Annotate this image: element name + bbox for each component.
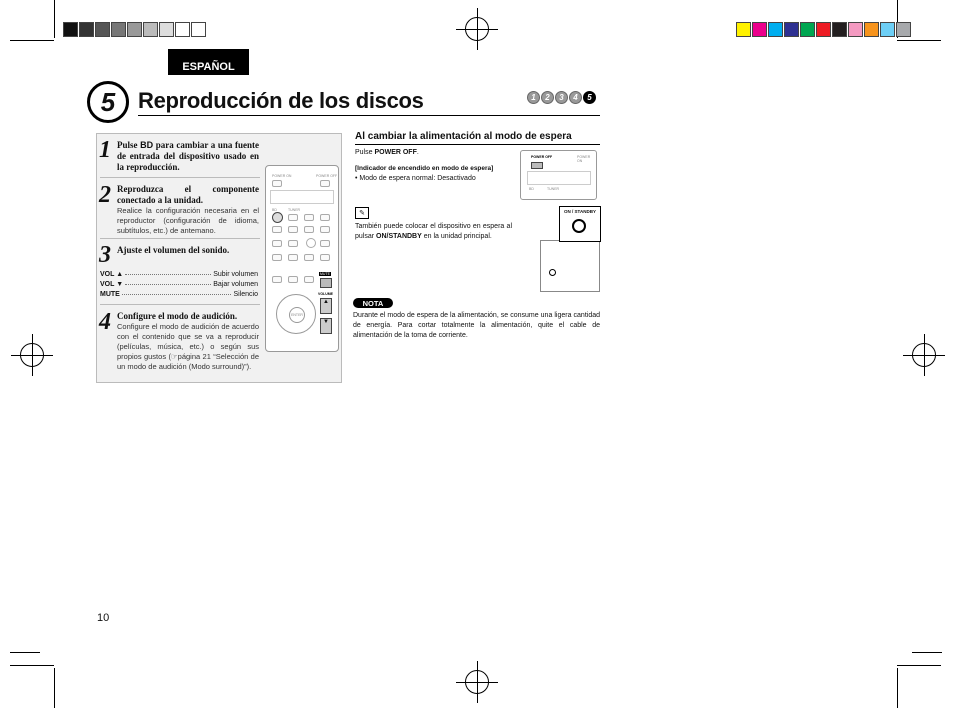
- crop-mark: [54, 0, 55, 38]
- step-number-4: 4: [99, 309, 111, 335]
- nota-text: Durante el modo de espera de la alimentación, se consume una ligera cantidad de energía. Para cortar totalmente la alimentación, quite el cable de alimentación de la toma de corriente.: [353, 312, 600, 339]
- mute-row: MUTE Silencio: [100, 291, 258, 298]
- color-swatch: [63, 22, 78, 37]
- standby-button-on-unit: [549, 269, 556, 276]
- color-swatch: [768, 22, 783, 37]
- step-nav-item-2: 2: [541, 91, 554, 104]
- crop-mark: [54, 668, 55, 708]
- remote-zone-bar: [270, 190, 334, 204]
- remote-control-illustration: POWER ON POWER OFF BD TUNER MUTE VOLUME ENTER ▲ ▼: [265, 165, 339, 352]
- remote-vol-up-button: ▲: [320, 298, 332, 314]
- main-unit-illustration: [540, 240, 600, 292]
- color-swatch: [848, 22, 863, 37]
- remote-cursor-ring: ENTER: [276, 294, 316, 334]
- step-number-3: 3: [99, 242, 111, 268]
- step-1-text: Pulse BD para cambiar a una fuente de entrada del dispositivo usado en la reproducción.: [117, 140, 259, 172]
- power-off-key: POWER OFF: [374, 149, 417, 156]
- step-nav-item-4: 4: [569, 91, 582, 104]
- remote-power-off-button: [320, 180, 330, 187]
- registration-mark-icon: [465, 17, 489, 41]
- title-rule: [138, 115, 600, 116]
- language-tab: ESPAÑOL: [168, 49, 249, 75]
- step-2-text: Reproduzca el componente conectado a la unidad. Realice la configuración necesaria en el reproductor (configuración de idioma, subtítulos, etc.) de antemano.: [117, 184, 259, 235]
- standby-callout: ON / STANDBY: [559, 206, 601, 242]
- step-nav-item-5: 5: [583, 91, 596, 104]
- bd-key: BD: [140, 140, 154, 150]
- chapter-number: 5: [87, 81, 129, 123]
- color-swatch: [752, 22, 767, 37]
- color-swatch: [159, 22, 174, 37]
- crop-mark: [10, 652, 40, 653]
- crop-mark: [897, 668, 898, 708]
- power-off-instruction: Pulse POWER OFF.: [355, 149, 419, 156]
- crop-mark: [10, 40, 54, 41]
- indicator-item: • Modo de espera normal: Desactivado: [355, 175, 476, 182]
- color-swatch: [896, 22, 911, 37]
- registration-mark-icon: [20, 343, 44, 367]
- color-swatch: [736, 22, 751, 37]
- step-number-1: 1: [99, 137, 111, 163]
- step-separator: [100, 304, 260, 305]
- pencil-note-icon: ✎: [355, 207, 369, 219]
- color-swatch-bar: [736, 22, 912, 37]
- indicator-title: [Indicador de encendido en modo de espera]: [355, 165, 494, 172]
- color-swatch: [800, 22, 815, 37]
- color-swatch: [864, 22, 879, 37]
- color-swatch: [784, 22, 799, 37]
- remote-power-on-button: [272, 180, 282, 187]
- remote-top-illustration: POWER OFF POWER ON BD TUNER: [520, 150, 597, 200]
- registration-mark-icon: [465, 670, 489, 694]
- tip-text: También puede colocar el dispositivo en espera al pulsar ON/STANDBY en la unidad principal.: [355, 223, 512, 240]
- steps-navigator: [527, 91, 597, 104]
- step-number-2: 2: [99, 182, 111, 208]
- remote-vol-down-button: ▼: [320, 318, 332, 334]
- section-title: Al cambiar la alimentación al modo de espera: [355, 131, 572, 142]
- step-4-text: Configure el modo de audición. Configure el modo de audición de acuerdo con el contenido que se va a reproducir (películas, música, etc.) o según sus propios gustos (☞página 21 “Selección de un modo de audición (Modo surround)”).: [117, 311, 259, 371]
- step-3-title: Ajuste el volumen del sonido.: [117, 245, 230, 255]
- color-swatch: [127, 22, 142, 37]
- step-separator: [100, 238, 260, 239]
- step-nav-item-3: 3: [555, 91, 568, 104]
- color-swatch: [111, 22, 126, 37]
- crop-mark: [897, 40, 941, 41]
- color-swatch: [143, 22, 158, 37]
- remote-bd-button: [272, 212, 283, 223]
- crop-mark: [912, 652, 942, 653]
- page-number: 10: [97, 612, 110, 624]
- crop-mark: [10, 665, 54, 666]
- color-swatch: [816, 22, 831, 37]
- nota-badge: NOTA: [353, 298, 393, 308]
- vol-up-row: VOL ▲ Subir volumen: [100, 271, 258, 278]
- color-swatch: [880, 22, 895, 37]
- color-swatch: [832, 22, 847, 37]
- remote-power-off-highlight: [531, 162, 543, 169]
- crop-mark: [897, 665, 941, 666]
- section-rule: [355, 144, 600, 145]
- registration-mark-icon: [912, 343, 936, 367]
- step-separator: [100, 177, 260, 178]
- step-nav-item-1: 1: [527, 91, 540, 104]
- color-swatch: [79, 22, 94, 37]
- standby-button-icon: [572, 219, 586, 233]
- color-swatch: [191, 22, 206, 37]
- gray-swatch-bar: [63, 22, 207, 37]
- remote-mute-button: [320, 278, 332, 288]
- color-swatch: [95, 22, 110, 37]
- chapter-title: Reproducción de los discos: [138, 88, 424, 113]
- color-swatch: [175, 22, 190, 37]
- vol-down-row: VOL ▼ Bajar volumen: [100, 281, 258, 288]
